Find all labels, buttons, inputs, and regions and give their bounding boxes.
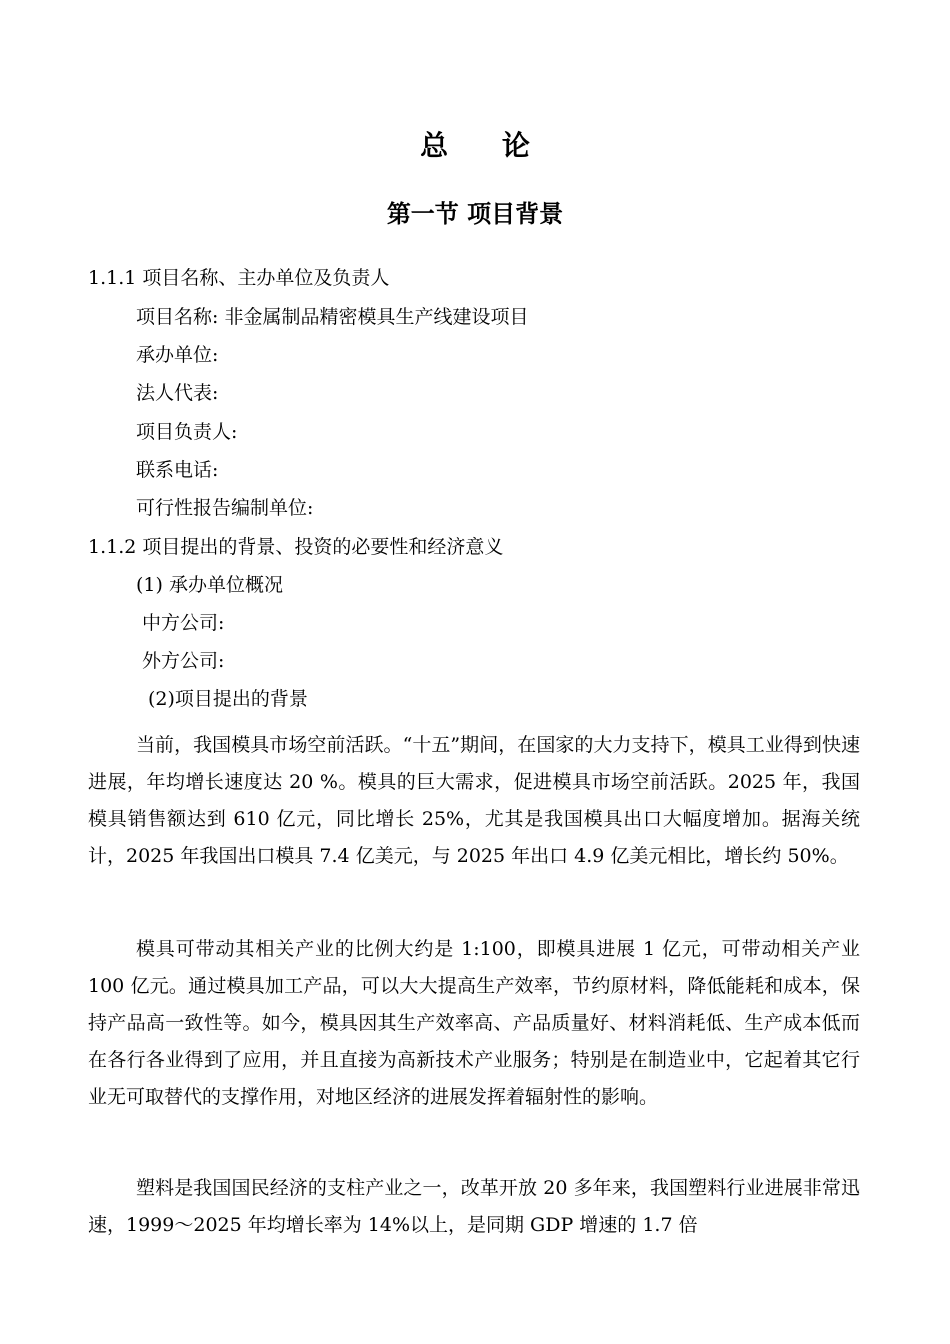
project-name-line: 项目名称: 非金属制品精密模具生产线建设项目 (136, 306, 529, 328)
report-unit-line: 可行性报告编制单位: (136, 497, 314, 519)
legal-rep-line: 法人代表: (136, 382, 219, 404)
phone-line: 联系电话: (136, 459, 219, 481)
sub-heading-1: (1) 承办单位概况 (136, 574, 283, 596)
paragraph-1: 当前，我国模具市场空前活跃。“十五”期间，在国家的大力支持下，模具工业得到快速进展，年均增长速度达 20 %。模具的巨大需求，促进模具市场空前活跃。2025 年，我国模具销售额达到 610 亿元，同比增长 25%，尤其是我国模具出口大幅度增加。据海关统计，2025 年我国出口模具 7.4 亿美元，与 2025 年出口 4.9 亿美元相比，增长约 50%。 (88, 734, 860, 867)
paragraph-3: 塑料是我国国民经济的支柱产业之一，改革开放 20 多年来，我国塑料行业进展非常迅速，1999～2025 年均增长率为 14%以上，是同期 GDP 增速的 1.7 倍 (88, 1177, 860, 1236)
main-title: 总 论 (420, 129, 552, 162)
paragraph-2: 模具可带动其相关产业的比例大约是 1:100，即模具进展 1 亿元，可带动相关产业 100 亿元。通过模具加工产品，可以大大提高生产效率，节约原材料，降低能耗和成本，保持产品高一致性等。如今，模具因其生产效率高、产品质量好、材料消耗低、生产成本低而在各行各业得到了应用，并且直接为高新技术产业服务；特别是在制造业中，它起着其它行业无可取替代的支撑作用，对地区经济的进展发挥着辐射性的影响。 (88, 938, 860, 1108)
sub-heading-2: (2)项目提出的背景 (148, 688, 308, 710)
heading-1-1-2: 1.1.2 项目提出的背景、投资的必要性和经济意义 (88, 536, 504, 558)
heading-1-1-1: 1.1.1 项目名称、主办单位及负责人 (88, 267, 390, 289)
undertaker-line: 承办单位: (136, 344, 219, 366)
foreign-company-line: 外方公司: (142, 650, 225, 672)
project-lead-line: 项目负责人: (136, 421, 238, 443)
section-title: 第一节 项目背景 (386, 200, 564, 228)
chinese-company-line: 中方公司: (142, 612, 225, 634)
